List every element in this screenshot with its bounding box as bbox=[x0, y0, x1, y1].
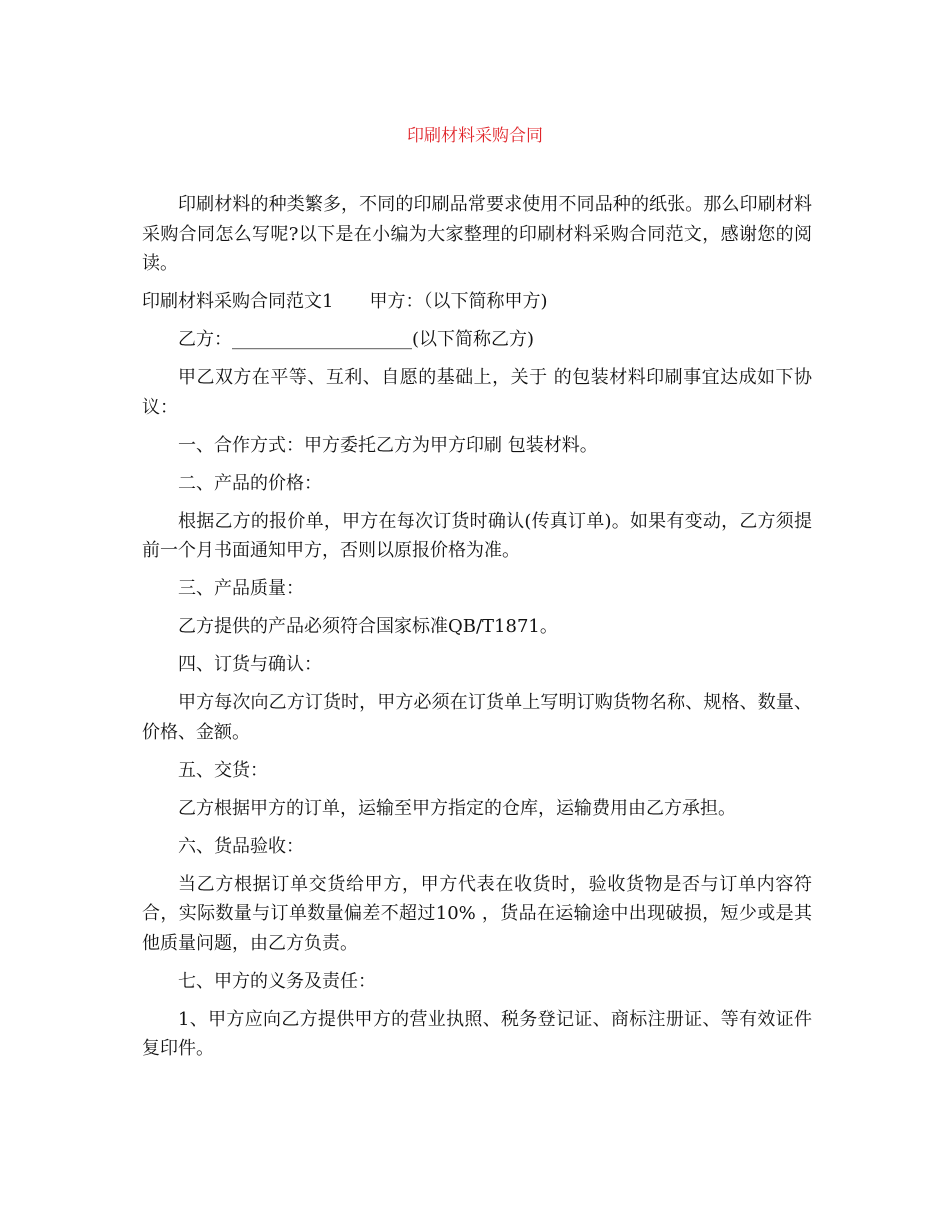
section-1-cooperation: 一、合作方式：甲方委托乙方为甲方印刷 包装材料。 bbox=[178, 434, 598, 456]
section-6-text: 当乙方根据订单交货给甲方，甲方代表在收货时，验收货物是否与订单内容符合，实际数量与订单数量偏差不超过10% ，货品在运输途中出现破损，短少或是其他质量问题，由乙方负责。 bbox=[142, 873, 812, 954]
party-b-line: 乙方：____________________(以下简称乙方) bbox=[178, 329, 535, 350]
agreement-paragraph: 甲乙双方在平等、互利、自愿的基础上，关于 的包装材料印刷事宜达成如下协议： bbox=[142, 367, 812, 418]
intro-paragraph: 印刷材料的种类繁多，不同的印刷品常要求使用不同品种的纸张。那么印刷材料采购合同怎么写呢?以下是在小编为大家整理的印刷材料采购合同范文，感谢您的阅读。 bbox=[142, 194, 812, 274]
section-7-heading: 七、甲方的义务及责任： bbox=[178, 970, 376, 992]
section-5-text: 乙方根据甲方的订单，运输至甲方指定的仓库，运输费用由乙方承担。 bbox=[178, 797, 736, 819]
section-4-heading: 四、订货与确认： bbox=[178, 654, 322, 675]
section-2-text: 根据乙方的报价单，甲方在每次订货时确认(传真订单)。如果有变动，乙方须提前一个月书面通知甲方，否则以原报价格为准。 bbox=[142, 510, 812, 561]
section-3-heading: 三、产品质量： bbox=[178, 578, 304, 599]
document-body bbox=[142, 190, 812, 1072]
party-a-line: 甲方：（以下简称甲方) bbox=[369, 291, 548, 312]
section-7-item-1: 1、甲方应向乙方提供甲方的营业执照、税务登记证、商标注册证、等有效证件复印件。 bbox=[142, 1008, 812, 1059]
sample-heading: 印刷材料采购合同范文1 bbox=[142, 291, 334, 312]
section-6-heading: 六、货品验收： bbox=[178, 835, 304, 857]
section-5-heading: 五、交货： bbox=[178, 759, 268, 781]
section-3-text: 乙方提供的产品必须符合国家标准QB/T1871。 bbox=[178, 616, 558, 637]
document-title: 印刷材料采购合同 bbox=[407, 126, 543, 146]
sample-heading-line bbox=[142, 287, 812, 317]
section-4-text: 甲方每次向乙方订货时，甲方必须在订货单上写明订购货物名称、规格、数量、价格、金额。 bbox=[142, 692, 812, 743]
section-2-heading: 二、产品的价格： bbox=[178, 472, 322, 494]
